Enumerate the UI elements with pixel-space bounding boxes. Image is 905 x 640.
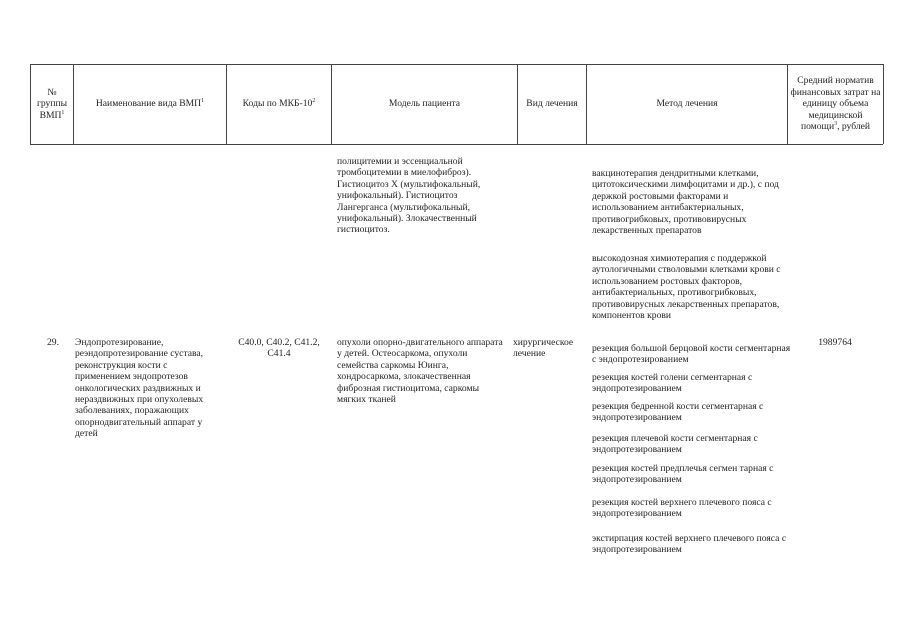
header-group-number-text: № группы ВМП: [36, 86, 68, 121]
table-border-right: [883, 64, 884, 144]
header-cost-norm-text: Средний норматив финансовых затрат на единицу объема медицинской помощи: [790, 75, 881, 133]
method-item: резекция бедренной кости сегментарная с эндопротезированием: [592, 401, 764, 424]
row-type-name: Эндопротезирование, реэндопротезирование сустава, реконструкция кости с применением эндопротезов онкологических раздвижных и нераздвижных при опухолевых заболеваниях, поражающих опорнодвигательный аппарат у детей: [75, 337, 204, 440]
header-group-number: [31, 65, 73, 143]
continued-method-item: вакцинотерапия дендритными клетками, цитотоксическими лимфоцитами и др.), с под держкой ростовыми факторами и использованием антибактериальных, противогрибковых, противовирусных лекарственных препаратов: [592, 168, 779, 237]
method-item: резекция костей голени сегментарная с эндопротезированием: [592, 372, 753, 395]
footnote-marker: 2: [312, 98, 316, 105]
footnote-marker: 1: [201, 98, 205, 105]
method-item: резекция большой берцовой кости сегментарная с эндопротезированием: [592, 343, 791, 366]
header-cost-norm: Средний норматив финансовых затрат на единицу объема медицинской помощи$^3$, рублей: [790, 75, 881, 133]
continued-method-item: высокодозная химиотерапия с поддержкой аутологичными стволовыми клетками крови с использованием ростовых факторов, антибактериальных, противогрибковых, противовирусных лекарственных препаратов, компонентов крови: [592, 253, 781, 322]
header-treatment-type: Вид лечения: [526, 98, 578, 110]
method-item: экстирпация костей верхнего плечевого пояса с эндопротезированием: [592, 533, 787, 556]
header-icd-codes-text: Коды по МКБ-10: [242, 98, 313, 110]
header-patient-model: Модель пациента: [388, 98, 461, 110]
method-item: резекция плечевой кости сегментарная с эндопротезированием: [592, 433, 758, 456]
row-icd-codes: C40.0, C40.2, C41.2, C41.4: [238, 337, 320, 360]
method-item: резекция костей предплечья сегмен тарная с эндопротезированием: [592, 463, 774, 486]
continued-patient-model: полицитемии и эссенциальной тромбоцитемии в миелофиброз). Гистиоцитоз Х (мультифокальный, унифокальный). Гистиоцитоз Лангерганса (мультифокальный, унифокальный). Злокачественный гистиоцитоз.: [337, 156, 481, 236]
row-cost: 1989764: [818, 337, 852, 348]
row-patient-model: опухоли опорно-двигательного аппарата у детей. Остеосаркома, опухоли семейства саркомы Юинга, хондросаркома, злокачественная фиброзная гистиоцитома, саркомы мягких тканей: [337, 337, 503, 406]
header-icd-codes: [227, 65, 331, 143]
row-group-number: 29.: [47, 337, 59, 348]
method-item: резекция костей верхнего плечевого пояса с эндопротезированием: [592, 497, 772, 520]
row-treatment-type: хирургическое лечение: [513, 337, 574, 360]
footnote-marker: 3: [834, 120, 838, 127]
header-treatment-method: Метод лечения: [656, 98, 718, 110]
footnote-marker: 1: [61, 109, 65, 116]
header-type-name: [74, 65, 226, 143]
header-type-name-text: Наименование вида ВМП: [95, 98, 202, 110]
header-bottom-rule: [30, 144, 883, 145]
